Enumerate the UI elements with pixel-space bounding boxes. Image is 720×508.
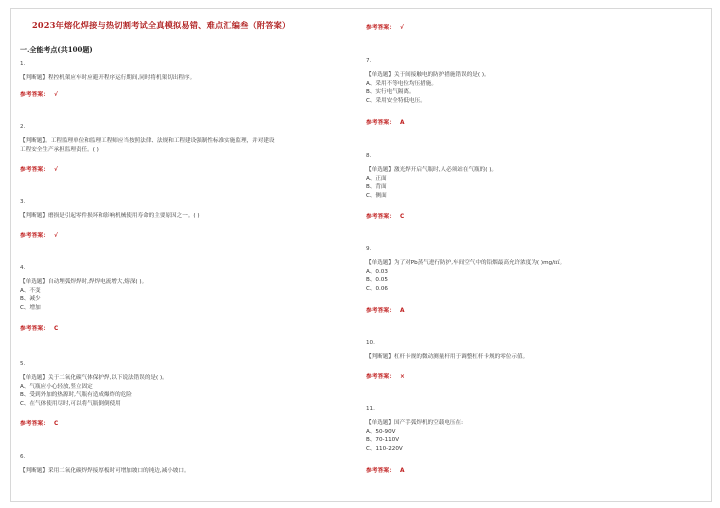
question-text: 【判断题】。工程监理单位和监理工程师应当按照法律、法规和工程建设强制性标准实施监理，并对建设 (20, 137, 275, 144)
question-number: 2. (20, 124, 26, 130)
question-number: 7. (366, 58, 372, 64)
question-number: 4. (20, 265, 26, 271)
option-a: A、正面 (366, 175, 387, 182)
answer-label: 参考答案： (20, 233, 49, 239)
answer-label: 参考答案： (366, 308, 395, 314)
question-text: 【判断题】程控机架应车时应避开程序运行期间,同时将机架切出程序。 (20, 74, 196, 81)
question-3 (20, 198, 200, 221)
question-2 (20, 123, 275, 154)
option-b: B、受到外加的热源时,气瓶有造成爆炸的危险 (20, 392, 132, 399)
question-number: 11. (366, 406, 375, 412)
question-8 (366, 152, 497, 201)
question-number: 6. (20, 454, 26, 460)
answer-value: √ (54, 233, 58, 239)
question-text: 【单选题】自动埋弧焊焊时,焊焊电流增大,熔深( )。 (20, 278, 148, 285)
answer-5 (20, 418, 58, 427)
option-b: B、背面 (366, 184, 387, 191)
answer-value: √ (400, 25, 404, 31)
answer-value: A (400, 120, 405, 126)
question-number: 5. (20, 361, 26, 367)
question-1 (20, 60, 195, 83)
option-c: C、侧面 (366, 193, 387, 200)
document-title: 2023年熔化焊接与热切割考试全真模拟易错、难点汇编叁（附答案） (32, 20, 291, 30)
option-b: B、实行电气隔离。 (366, 89, 415, 96)
answer-value: × (400, 374, 405, 380)
answer-1 (20, 89, 58, 98)
question-text: 工程安全生产承担监理责任。( ) (20, 146, 99, 153)
question-text: 【单选题】为了对Pb蒸气进行防护,车间空气中的铅烟最高允许浓度为( )mg/㎡。 (366, 259, 566, 266)
answer-2 (20, 164, 58, 173)
answer-label: 参考答案： (366, 374, 395, 380)
answer-9 (366, 305, 405, 314)
question-number: 10. (366, 340, 375, 346)
question-number: 3. (20, 199, 26, 205)
answer-top-right (366, 22, 404, 31)
answer-7 (366, 117, 405, 126)
answer-value: A (400, 468, 405, 474)
answer-label: 参考答案： (366, 25, 395, 31)
question-text: 【单选题】激光焊开启气瓶时,人必须站在气瓶的( )。 (366, 166, 497, 173)
answer-label: 参考答案： (366, 468, 395, 474)
option-b: B、70-110V (366, 437, 400, 444)
answer-11 (366, 465, 405, 474)
question-text: 【判断题】磨损是引起零件损坏和影响机械使用寿命的主要原因之一。( ) (20, 212, 200, 219)
answer-value: C (54, 421, 59, 427)
answer-label: 参考答案： (366, 120, 395, 126)
question-text: 【判断题】采用二氧化碳焊焊接厚板时可增加坡口的钝边,减小坡口。 (20, 467, 190, 474)
answer-value: A (400, 308, 405, 314)
question-text: 【单选题】关于二氧化碳气体保护焊,以下说法错误的是( )。 (20, 374, 168, 381)
option-a: A、气瓶应小心轻放,竖立固定 (20, 383, 93, 390)
answer-4 (20, 323, 58, 332)
question-9 (366, 245, 565, 294)
answer-3 (20, 230, 58, 239)
question-7 (366, 57, 490, 106)
answer-value: √ (54, 92, 58, 98)
option-a: A、不变 (20, 287, 41, 294)
option-c: C、增加 (20, 305, 41, 312)
question-text: 【单选题】关于间接触电的防护措施错误的是( )。 (366, 71, 490, 78)
section-heading: 一.全能考点(共100题) (20, 45, 93, 54)
option-a: A、采用不等电位均压措施。 (366, 80, 437, 87)
answer-8 (366, 211, 404, 220)
question-number: 8. (366, 153, 372, 159)
question-5 (20, 360, 168, 409)
question-4 (20, 264, 147, 313)
answer-label: 参考答案： (20, 421, 49, 427)
option-b: B、0.05 (366, 277, 388, 284)
answer-label: 参考答案： (20, 92, 49, 98)
answer-value: C (54, 326, 59, 332)
option-c: C、在气体使用尽时,可以将气瓶倒倒使用 (20, 401, 121, 408)
question-text: 【单选题】国产手弧焊机的空载电压在: (366, 419, 463, 426)
question-number: 1. (20, 61, 26, 67)
option-c: C、采用安全特低电压。 (366, 98, 426, 105)
answer-label: 参考答案： (20, 326, 49, 332)
question-text: 【判断题】杠杆卡规的微动测量杆用于调整杠杆卡规的零位示值。 (366, 353, 529, 360)
answer-label: 参考答案： (20, 167, 49, 173)
question-10 (366, 339, 528, 362)
option-a: A、0.03 (366, 268, 388, 275)
question-6 (20, 453, 190, 476)
question-number: 9. (366, 246, 372, 252)
option-c: C、110-220V (366, 446, 403, 453)
answer-value: C (400, 214, 405, 220)
answer-10 (366, 371, 405, 380)
answer-value: √ (54, 167, 58, 173)
option-c: C、0.06 (366, 286, 388, 293)
answer-label: 参考答案： (366, 214, 395, 220)
option-b: B、减少 (20, 296, 41, 303)
option-a: A、50-90V (366, 428, 396, 435)
question-11 (366, 405, 463, 454)
